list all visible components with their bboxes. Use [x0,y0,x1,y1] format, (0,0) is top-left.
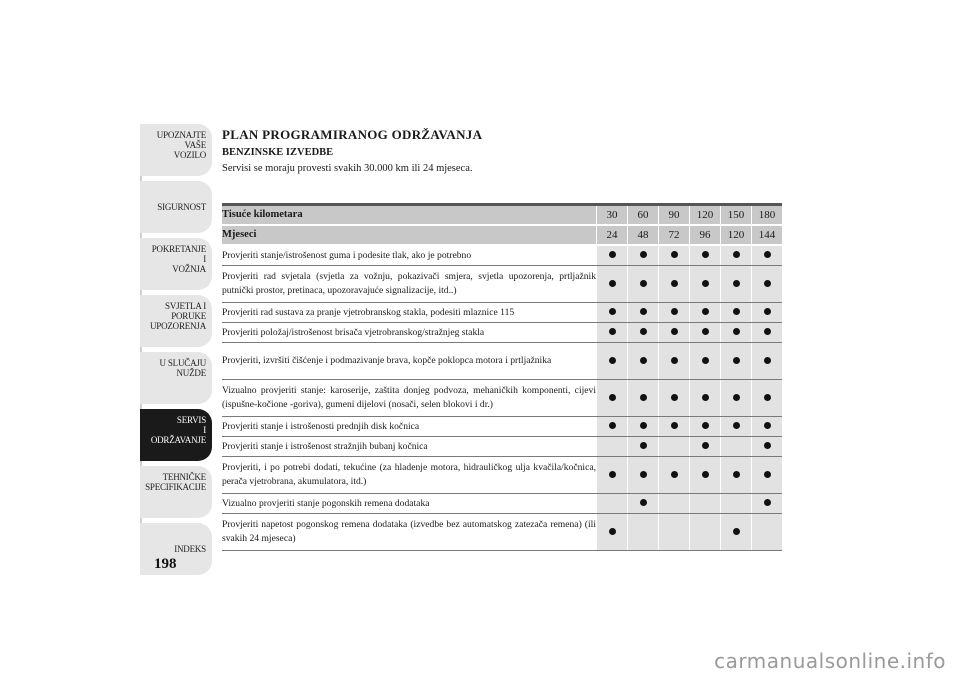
task-description: Vizualno provjeriti stanje: karoserije, zaštita donjeg podvoza, mehaničkih komponenti, cijevi (ispušne-kočione -goriva), gumeni dijelovi (nosači, selen blokovi i dr.) [222,380,597,417]
interval-cell [690,494,721,514]
interval-cell [628,514,659,551]
interval-cell [690,380,721,417]
interval-cell [628,323,659,343]
interval-cell [659,303,690,323]
interval-cell [597,303,628,323]
table-row [222,437,782,457]
chapter-tab-label: SVJETLA I PORUKE UPOZORENJA [149,301,206,331]
section-subtitle: BENZINSKE IZVEDBE [222,147,334,158]
km-header-cell: 90 [659,205,690,226]
scheduled-dot-icon [609,328,616,335]
interval-cell [752,343,783,380]
interval-cell [659,457,690,494]
interval-cell [752,417,783,437]
interval-cell [752,323,783,343]
months-header-cell: 120 [721,225,752,245]
table-row [222,380,782,417]
scheduled-dot-icon [733,471,740,478]
months-header-cell: 24 [597,225,628,245]
interval-cell [690,457,721,494]
interval-cell [721,245,752,266]
scheduled-dot-icon [733,308,740,315]
interval-cell [721,437,752,457]
scheduled-dot-icon [609,394,616,401]
months-header-label: Mjeseci [222,225,597,245]
interval-cell [597,437,628,457]
interval-cell [721,303,752,323]
task-description: Provjeriti stanje i istrošenost stražnjih bubanj kočnica [222,437,597,457]
interval-cell [752,494,783,514]
interval-cell [752,437,783,457]
table-row [222,303,782,323]
interval-cell [721,343,752,380]
interval-cell [659,494,690,514]
scheduled-dot-icon [640,308,647,315]
interval-cell [659,437,690,457]
chapter-tab-label: TEHNIČKE SPECIFIKACIJE [145,472,206,492]
scheduled-dot-icon [640,442,647,449]
interval-cell [628,343,659,380]
interval-cell [690,303,721,323]
chapter-tab[interactable] [140,124,212,176]
interval-cell [597,457,628,494]
scheduled-dot-icon [764,308,771,315]
task-description: Provjeriti napetost pogonskog remena dodataka (izvedbe bez automatskog zatezača remena) (ili svakih 24 mjeseca) [222,514,597,551]
interval-cell [597,514,628,551]
km-header-cell: 150 [721,205,752,226]
table-row [222,343,782,380]
interval-cell [597,343,628,380]
scheduled-dot-icon [640,394,647,401]
interval-cell [721,494,752,514]
interval-cell [628,494,659,514]
scheduled-dot-icon [609,528,616,535]
scheduled-dot-icon [733,328,740,335]
scheduled-dot-icon [702,308,709,315]
chapter-tab[interactable] [140,295,212,347]
scheduled-dot-icon [702,471,709,478]
watermark: carmanualsonline.info [714,649,946,673]
scheduled-dot-icon [733,357,740,364]
task-description: Provjeriti stanje/istrošenost guma i podesite tlak, ako je potrebno [222,245,597,266]
interval-cell [690,417,721,437]
months-header-cell: 48 [628,225,659,245]
scheduled-dot-icon [671,308,678,315]
interval-cell [721,380,752,417]
interval-cell [659,380,690,417]
scheduled-dot-icon [640,422,647,429]
interval-cell [752,303,783,323]
scheduled-dot-icon [702,394,709,401]
scheduled-dot-icon [640,471,647,478]
scheduled-dot-icon [733,251,740,258]
interval-cell [597,266,628,303]
scheduled-dot-icon [640,251,647,258]
interval-cell [659,343,690,380]
interval-cell [721,266,752,303]
interval-cell [597,323,628,343]
task-description: Provjeriti stanje i istrošenosti prednjih disk kočnica [222,417,597,437]
page-number: 198 [154,556,177,572]
interval-cell [597,380,628,417]
table-row [222,266,782,303]
task-description: Provjeriti, izvršiti čišćenje i podmazivanje brava, kopče poklopca motora i prtljažnika [222,343,597,380]
scheduled-dot-icon [702,422,709,429]
interval-cell [721,323,752,343]
interval-cell [690,245,721,266]
scheduled-dot-icon [764,422,771,429]
km-header-cell: 60 [628,205,659,226]
table-row [222,494,782,514]
intro-text: Servisi se moraju provesti svakih 30.000 km ili 24 mjeseca. [222,163,473,174]
interval-cell [721,457,752,494]
interval-cell [659,323,690,343]
scheduled-dot-icon [671,251,678,258]
interval-cell [628,245,659,266]
scheduled-dot-icon [671,394,678,401]
interval-cell [628,457,659,494]
scheduled-dot-icon [609,308,616,315]
chapter-tab[interactable] [140,466,212,518]
interval-cell [597,494,628,514]
months-header-cell: 144 [752,225,783,245]
scheduled-dot-icon [640,328,647,335]
scheduled-dot-icon [733,422,740,429]
chapter-tab[interactable] [140,181,212,233]
task-description: Provjeriti rad sustava za pranje vjetrobranskog stakla, podesiti mlaznice 115 [222,303,597,323]
interval-cell [721,417,752,437]
months-header-cell: 72 [659,225,690,245]
interval-cell [721,514,752,551]
km-header-row [222,205,782,226]
scheduled-dot-icon [764,328,771,335]
scheduled-dot-icon [609,422,616,429]
scheduled-dot-icon [702,442,709,449]
scheduled-dot-icon [671,357,678,364]
task-description: Provjeriti rad svjetala (svjetla za vožnju, pokazivači smjera, svjetla upozorenja, prtljažnik putnički prostor, pretinaca, upozoravajuće signalizacije, itd..) [222,266,597,303]
scheduled-dot-icon [764,357,771,364]
scheduled-dot-icon [702,251,709,258]
chapter-tab-label: UPOZNAJTE VAŠE VOZILO [156,130,206,160]
interval-cell [659,266,690,303]
scheduled-dot-icon [702,357,709,364]
interval-cell [690,343,721,380]
km-header-label: Tisuće kilometara [222,205,597,226]
scheduled-dot-icon [733,280,740,287]
interval-cell [690,266,721,303]
interval-cell [690,514,721,551]
scheduled-dot-icon [671,471,678,478]
scheduled-dot-icon [702,328,709,335]
chapter-tab[interactable] [140,352,212,404]
interval-cell [628,303,659,323]
chapter-tab[interactable] [140,238,212,290]
scheduled-dot-icon [764,471,771,478]
interval-cell [628,437,659,457]
scheduled-dot-icon [764,394,771,401]
chapter-tab-label: SIGURNOST [157,202,206,212]
interval-cell [752,457,783,494]
scheduled-dot-icon [733,528,740,535]
interval-cell [597,245,628,266]
interval-cell [628,380,659,417]
scheduled-dot-icon [640,357,647,364]
scheduled-dot-icon [733,394,740,401]
interval-cell [690,437,721,457]
scheduled-dot-icon [640,499,647,506]
scheduled-dot-icon [671,328,678,335]
chapter-tab-label: POKRETANJE I VOŽNJA [151,244,206,274]
scheduled-dot-icon [764,251,771,258]
interval-cell [752,245,783,266]
scheduled-dot-icon [609,280,616,287]
km-header-cell: 30 [597,205,628,226]
chapter-tab-label: INDEKS [174,544,206,554]
months-header-row [222,225,782,245]
scheduled-dot-icon [671,280,678,287]
maintenance-schedule-table [222,203,782,551]
table-row [222,417,782,437]
interval-cell [659,417,690,437]
interval-cell [752,380,783,417]
scheduled-dot-icon [764,280,771,287]
scheduled-dot-icon [609,471,616,478]
months-header-cell: 96 [690,225,721,245]
table-row [222,457,782,494]
chapter-tabs [140,124,212,580]
chapter-tab-label: SERVIS I ODRŽAVANJE [150,415,206,445]
scheduled-dot-icon [609,251,616,258]
scheduled-dot-icon [640,280,647,287]
interval-cell [628,417,659,437]
task-description: Provjeriti, i po potrebi dodati, tekućine (za hladenje motora, hidrauličkog ulja kvačila/kočnica, perača vjetrobrana, akumulatora, itd.) [222,457,597,494]
scheduled-dot-icon [764,442,771,449]
interval-cell [752,266,783,303]
table-row [222,514,782,551]
task-description: Vizualno provjeriti stanje pogonskih remena dodataka [222,494,597,514]
interval-cell [597,417,628,437]
task-description: Provjeriti položaj/istrošenost brisača vjetrobranskog/stražnjeg stakla [222,323,597,343]
scheduled-dot-icon [609,357,616,364]
scheduled-dot-icon [764,499,771,506]
interval-cell [690,323,721,343]
interval-cell [659,514,690,551]
page-title: PLAN PROGRAMIRANOG ODRŽAVANJA [222,127,483,142]
interval-cell [628,266,659,303]
chapter-tab[interactable] [140,409,212,461]
km-header-cell: 120 [690,205,721,226]
interval-cell [659,245,690,266]
scheduled-dot-icon [702,280,709,287]
km-header-cell: 180 [752,205,783,226]
interval-cell [752,514,783,551]
table-row [222,245,782,266]
table-row [222,323,782,343]
scheduled-dot-icon [671,422,678,429]
chapter-tab-label: U SLUČAJU NUŽDE [159,358,206,378]
